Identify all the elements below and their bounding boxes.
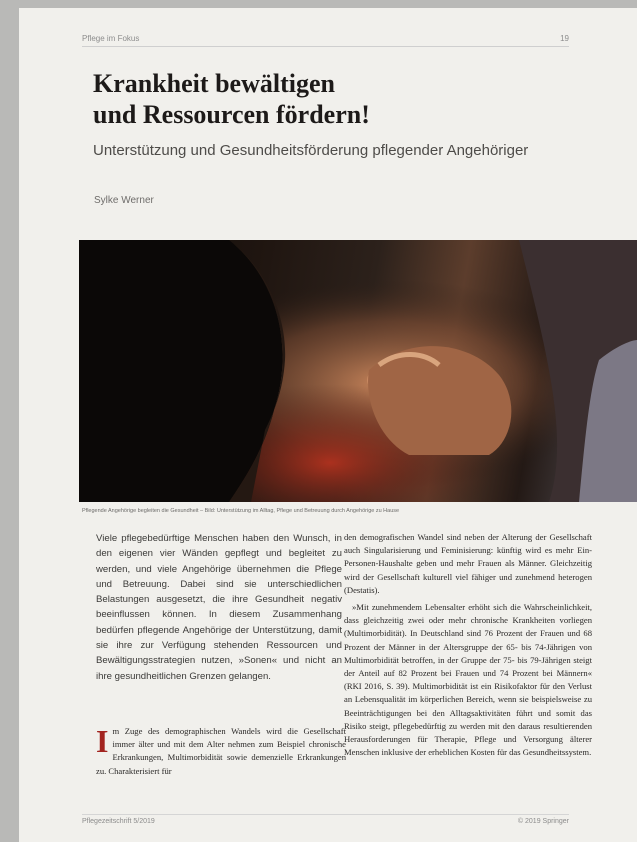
- footer-rule: [82, 814, 569, 815]
- body-right-paragraph-2: »Mit zunehmendem Lebensalter erhöht sich die Wahrscheinlichkeit, dass gleichzeitig zwei oder mehr chronische Krankheiten vorliegen (Multimorbidität). In Deutschland sind 76 Prozent der Frauen und 68 Prozent der Männer in der Altersgruppe der 65- bis 74-Jährigen von Multimorbidität betroffen, in der Gruppe der 75- bis 79-Jährigen steigt der Anteil auf 82 Prozent bei Frauen und 74 Prozent bei Männern« (RKI 2016, S. 39). Multimorbidität ist ein Risikofaktor für den Verlust an Lebensqualität im körperlichen Bereich, wenn sie beispielsweise zu Beeinträchtigungen bei den Alltagsaktivitäten führt und somit das Risiko steigt, pflegebedürftig zu werden mit den daraus resultierenden Herausforderungen für Therapie, Pflege und Versorgung älterer Menschen inklusive der erheblichen Kosten für das Gesundheitssystem.: [344, 602, 592, 758]
- article-title: [93, 68, 553, 130]
- body-left-text: m Zuge des demographischen Wandels wird die Gesellschaft immer älter und mit dem Alter nehmen zum Beispiel chronische Erkrankungen, Multimorbidität sowie demenzielle Erkrankungen zu. Charakterisiert für: [96, 726, 346, 776]
- photo-illustration: [79, 240, 637, 502]
- magazine-page: [19, 8, 637, 842]
- page-number: 19: [560, 34, 569, 43]
- body-column-left: [96, 725, 346, 778]
- body-right-paragraph-1: den demografischen Wandel sind neben der Alterung der Gesellschaft auch Singularisierung und Feminisierung: künftig wird es mehr Ein-Personen-Haushalte geben und mehr Frauen als Männer. Gleichzeitig wird der Gesellschaft kulturell viel fähiger und zunehmend heterogen (Destatis).: [344, 532, 592, 595]
- photo-caption: Pflegende Angehörige begleiten die Gesundheit – Bild: Unterstützung im Alltag, Pflege und Betreuung durch Angehörige zu Hause: [82, 508, 400, 514]
- body-column-right: [344, 531, 592, 759]
- article-photo: [79, 240, 637, 502]
- author-name: Sylke Werner: [94, 195, 154, 206]
- title-line-2: und Ressourcen fördern!: [93, 100, 370, 129]
- running-header-section: Pflege im Fokus: [82, 34, 140, 43]
- title-line-1: Krankheit bewältigen: [93, 69, 335, 98]
- header-rule: [82, 46, 569, 47]
- lead-paragraph: Viele pflegebedürftige Menschen haben den Wunsch, in den eigenen vier Wänden gepflegt und begleitet zu werden, und viele Angehörige übernehmen die Pflege und Betreuung. Dabei sind sie unterschiedlichen Belastungen ausgesetzt, die ihre Gesundheit negativ beeinflussen können. In diesem Zusammenhang bedürfen pflegende Angehörige der Unterstützung, damit sie ihre zur Verfügung stehenden Ressourcen und Bewältigungsstrategien nutzen, »Sonen« und nicht an ihre gesundheitlichen Grenzen gelangen.: [96, 533, 342, 682]
- drop-cap: I: [96, 723, 109, 759]
- footer-journal: Pflegezeitschrift 5/2019: [82, 818, 155, 825]
- footer-copyright: © 2019 Springer: [517, 818, 569, 825]
- article-subtitle: Unterstützung und Gesundheitsförderung pflegender Angehöriger: [93, 142, 529, 159]
